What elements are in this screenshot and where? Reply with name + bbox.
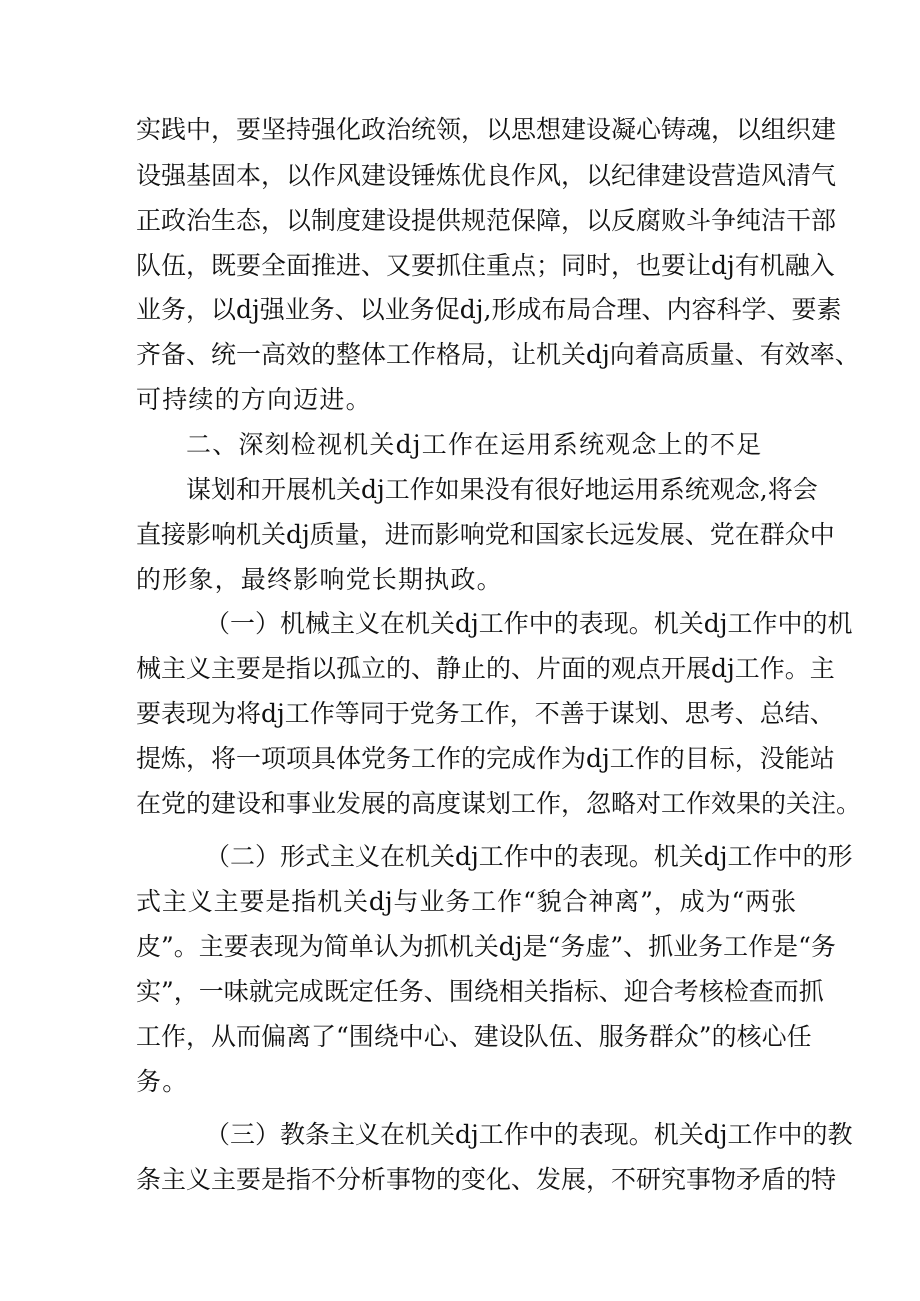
- paragraph-line: 要表现为将dj工作等同于党务工作，不善于谋划、思考、总结、: [136, 699, 835, 728]
- paragraph-line: 业务，以dj强业务、以业务促dj,形成布局合理、内容科学、要素: [136, 295, 842, 324]
- paragraph-line: 条主义主要是指不分析事物的变化、发展，不研究事物矛盾的特: [136, 1165, 837, 1194]
- paragraph-line: （二）形式主义在机关dj工作中的表现。机关dj工作中的形: [205, 842, 853, 871]
- paragraph-line: 皮”。主要表现为简单认为抓机关dj是“务虚”、抓业务工作是“务: [136, 932, 836, 961]
- paragraph-line: 务。: [136, 1067, 189, 1096]
- paragraph-line: 直接影响机关dj质量，进而影响党和国家长远发展、党在群众中: [136, 520, 835, 549]
- paragraph-line: 可持续的方向迈进。: [136, 385, 372, 414]
- paragraph-line: 设强基固本，以作风建设锤炼优良作风，以纪律建设营造风清气: [136, 161, 837, 190]
- paragraph-line: 齐备、统一高效的整体工作格局，让机关dj向着高质量、有效率、: [136, 340, 860, 369]
- paragraph-line: （一）机械主义在机关dj工作中的表现。机关dj工作中的机: [205, 609, 853, 638]
- paragraph-line: 提炼，将一项项具体党务工作的完成作为dj工作的目标，没能站: [136, 744, 835, 773]
- section-heading: 二、深刻检视机关dj工作在运用系统观念上的不足: [186, 430, 763, 459]
- paragraph-line: （三）教条主义在机关dj工作中的表现。机关dj工作中的教: [205, 1120, 853, 1149]
- paragraph-line: 工作，从而偏离了“围绕中心、建设队伍、服务群众”的核心任: [136, 1022, 812, 1051]
- paragraph-line: 实践中，要坚持强化政治统领，以思想建设凝心铸魂，以组织建: [136, 115, 837, 144]
- paragraph-line: 的形象，最终影响党长期执政。: [136, 565, 503, 594]
- paragraph-line: 械主义主要是指以孤立的、静止的、片面的观点开展dj工作。主: [136, 654, 835, 683]
- paragraph-line: 在党的建设和事业发展的高度谋划工作，忽略对工作效果的关注。: [136, 789, 862, 818]
- paragraph-line: 谋划和开展机关dj工作如果没有很好地运用系统观念,将会: [186, 475, 818, 504]
- paragraph-line: 队伍，既要全面推进、又要抓住重点；同时，也要让dj有机融入: [136, 251, 835, 280]
- paragraph-line: 式主义主要是指机关dj与业务工作“貌合神离”，成为“两张: [136, 887, 796, 916]
- paragraph-line: 正政治生态，以制度建设提供规范保障，以反腐败斗争纯洁干部: [136, 206, 837, 235]
- paragraph-line: 实”，一味就完成既定任务、围绕相关指标、迎合考核检查而抓: [136, 977, 824, 1006]
